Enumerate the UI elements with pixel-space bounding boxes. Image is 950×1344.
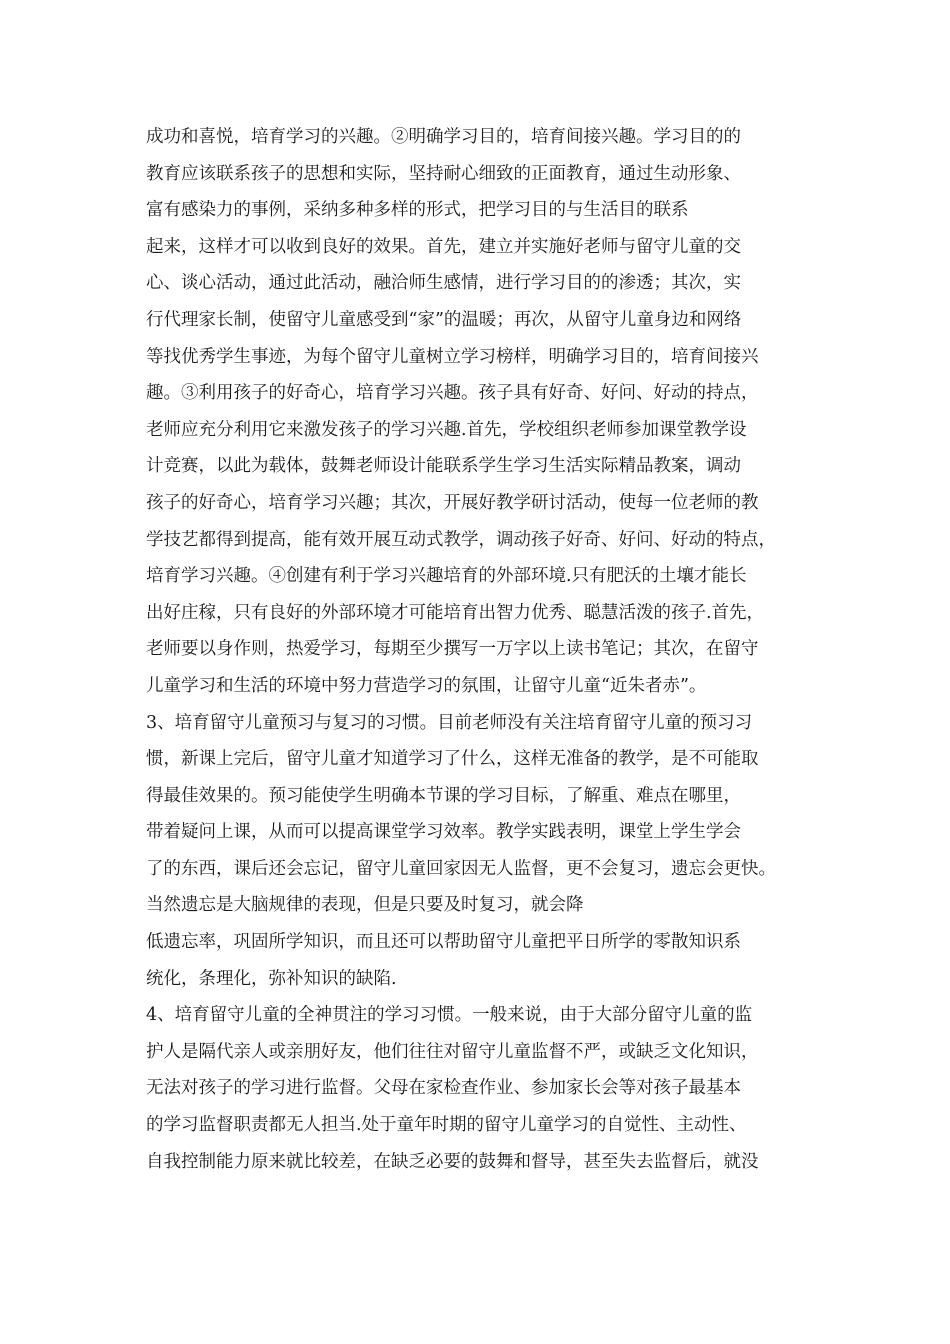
text-line: 富有感染力的事例，采纳多种多样的形式，把学习目的与生活目的联系: [146, 200, 689, 221]
text-line: 趣。③利用孩子的好奇心，培育学习兴趣。孩子具有好奇、好问、好动的持点，: [146, 383, 759, 404]
text-line: 等找优秀学生事迹，为每个留守儿童树立学习榜样，明确学习目的，培育间接兴: [146, 346, 759, 367]
text-line: 培育学习兴趣。④创建有利于学习兴趣培育的外部环境.只有肥沃的土壤才能长: [146, 566, 747, 587]
text-line: 出好庄稼，只有良好的外部环境才可能培育出智力优秀、聪慧活泼的孩子.首先，: [146, 602, 765, 623]
text-line: 带着疑问上课，从而可以提高课堂学习效率。教学实践表明，课堂上学生学会: [146, 822, 741, 843]
text-line: 了的东西，课后还会忘记，留守儿童回家因无人监督，更不会复习，遗忘会更快。: [146, 858, 776, 879]
body-text: [146, 119, 826, 1180]
text-line: 惯，新课上完后，留守儿童才知道学习了什么，这样无准备的教学，是不可能取: [146, 749, 759, 770]
text-line: 教育应该联系孩子的思想和实际，坚持耐心细致的正面教育，通过生动形象、: [146, 163, 741, 184]
text-line: 老师应充分利用它来激发孩子的学习兴趣.首先，学校组织老师参加课堂教学设: [146, 419, 747, 440]
section-3-heading-line: 3、培育留守儿童预习与复习的习惯。目前老师没有关注培育留守儿童的预习习: [146, 712, 753, 733]
text-line: 起来，这样才可以收到良好的效果。首先，建立并实施好老师与留守儿童的交: [146, 236, 741, 257]
text-line: 老师要以身作则，热爱学习，每期至少撰写一万字以上读书笔记；其次，在留守: [146, 639, 759, 660]
text-line: 统化，条理化，弥补知识的缺陷.: [146, 968, 397, 989]
text-line: 的学习监督职责都无人担当.处于童年时期的留守儿童学习的自觉性、主动性、: [146, 1115, 747, 1136]
text-line: 成功和喜悦，培育学习的兴趣。②明确学习目的，培育间接兴趣。学习目的的: [146, 127, 741, 147]
text-line: 自我控制能力原来就比较差，在缺乏必要的鼓舞和督导，甚至失去监督后，就没: [146, 1151, 759, 1172]
text-line: 儿童学习和生活的环境中努力营造学习的氛围，让留守儿童“近朱者赤”。: [146, 675, 707, 696]
text-line: 心、谈心活动，通过此活动，融洽师生感情，进行学习目的的渗透；其次，实: [146, 273, 741, 294]
text-line: 得最佳效果的。预习能使学生明确本节课的学习目标，了解重、难点在哪里，: [146, 785, 741, 806]
text-line: 计竞赛，以此为载体，鼓舞老师设计能联系学生学习生活实际精品教案，调动: [146, 456, 741, 477]
text-line: 护人是隔代亲人或亲朋好友，他们往往对留守儿童监督不严，或缺乏文化知识，: [146, 1041, 759, 1062]
text-line: 行代理家长制，使留守儿童感受到“家”的温暖；再次，从留守儿童身边和网络: [146, 309, 742, 330]
section-4-heading-line: 4、培育留守儿童的全神贯注的学习习惯。一般来说，由于大部分留守儿童的监: [146, 1005, 753, 1026]
text-line: 无法对孩子的学习进行监督。父母在家检查作业、参加家长会等对孩子最基本: [146, 1078, 741, 1099]
text-line: 孩子的好奇心，培育学习兴趣；其次，开展好教学研讨活动，使每一位老师的教: [146, 492, 759, 513]
text-line: 学技艺都得到提高，能有效开展互动式教学，调动孩子好奇、好问、好动的特点，: [146, 529, 776, 550]
text-line: 低遗忘率，巩固所学知识，而且还可以帮助留守儿童把平日所学的零散知识系: [146, 932, 741, 953]
text-line: 当然遗忘是大脑规律的表现，但是只要及时复习，就会降: [146, 895, 584, 916]
